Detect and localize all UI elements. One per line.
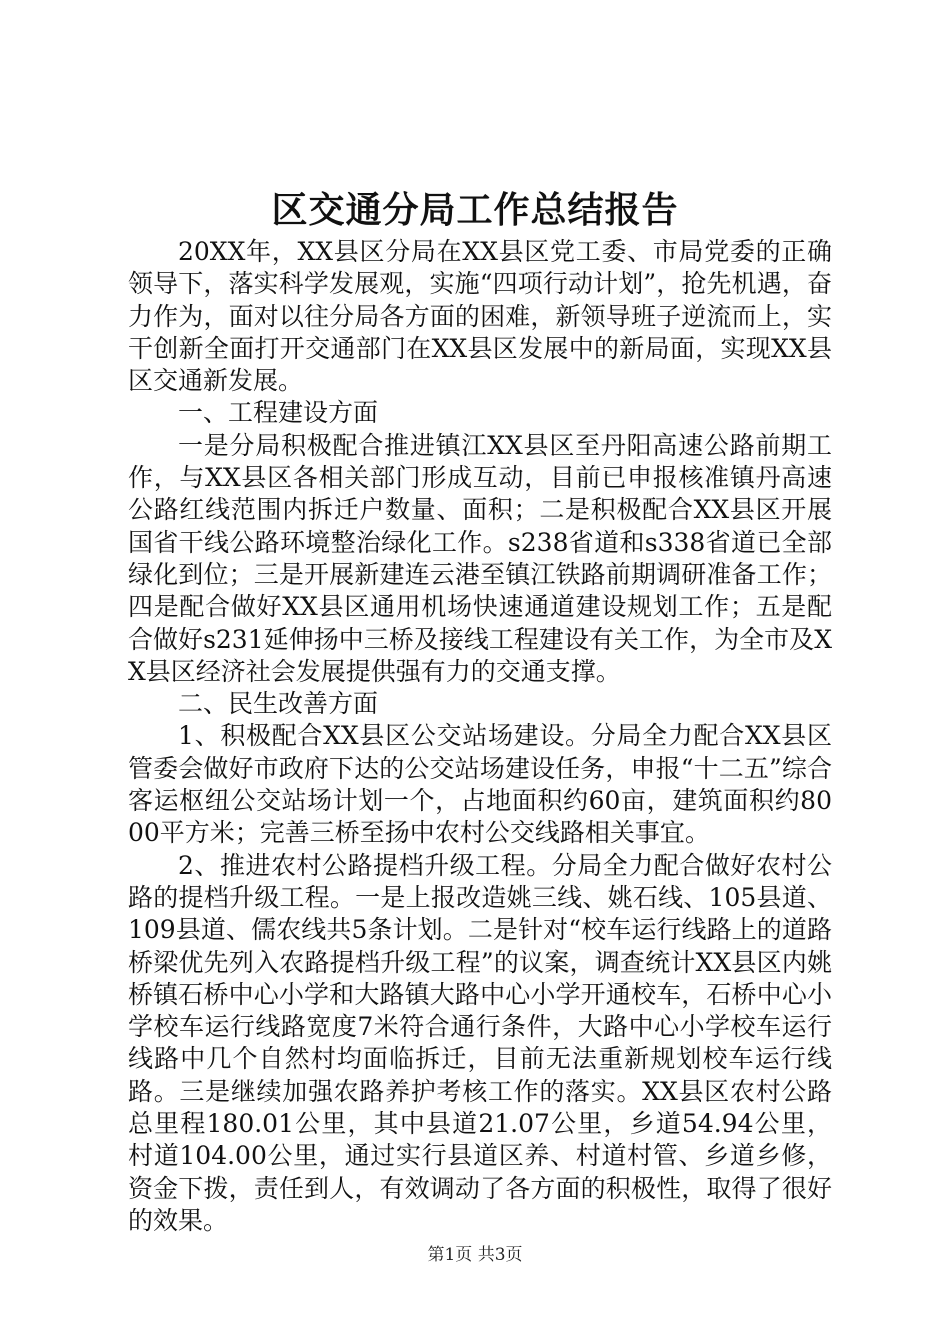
page-footer: 第1页 共3页 <box>427 1245 523 1265</box>
intro-paragraph: 20XX年，XX县区分局在XX县区党工委、市局党委的正确领导下，落实科学发展观，实施“四项行动计划”，抢先机遇，奋力作为，面对以往分局各方面的困难，新领导班子逆流而上，实干创新全面打开交通部门在XX县区发展中的新局面，实现XX县区交通新发展。 <box>128 237 832 396</box>
section-body-engineering: 一是分局积极配合推进镇江XX县区至丹阳高速公路前期工作，与XX县区各相关部门形成互动，目前已申报核准镇丹高速公路红线范围内拆迁户数量、面积；二是积极配合XX县区开展国省干线公路环境整治绿化工作。s238省道和s338省道已全部绿化到位；三是开展新建连云港至镇江铁路前期调研准备工作；四是配合做好XX县区通用机场快速通道建设规划工作；五是配合做好s231延伸扬中三桥及接线工程建设有关工作，为全市及XX县区经济社会发展提供强有力的交通支撑。 <box>128 430 832 686</box>
livelihood-item-rural-roads: 2、推进农村公路提档升级工程。分局全力配合做好农村公路的提档升级工程。一是上报改造姚三线、姚石线、105县道、109县道、儒农线共5条计划。二是针对“校车运行线路上的道路桥梁优先列入农路提档升级工程”的议案，调查统计XX县区内姚桥镇石桥中心小学和大路镇大路中心小学开通校车，石桥中心小学校车运行线路宽度7米符合通行条件，大路中心小学校车运行线路中几个自然村均面临拆迁，目前无法重新规划校车运行线路。三是继续加强农路养护考核工作的落实。XX县区农村公路总里程180.01公里，其中县道21.07公里，乡道54.94公里，村道104.00公里，通过实行县道区养、村道村管、乡道乡修，资金下拨，责任到人，有效调动了各方面的积极性，取得了很好的效果。 <box>128 850 832 1235</box>
section-heading-engineering: 一、工程建设方面 <box>178 398 379 428</box>
section-heading-livelihood: 二、民生改善方面 <box>178 689 379 719</box>
livelihood-item-bus-station: 1、积极配合XX县区公交站场建设。分局全力配合XX县区管委会做好市政府下达的公交站场建设任务，申报“十二五”综合客运枢纽公交站场计划一个，占地面积约60亩，建筑面积约8000平方米；完善三桥至扬中农村公交线路相关事宜。 <box>128 721 832 848</box>
document-body <box>128 236 832 1237</box>
document-title: 区交通分局工作总结报告 <box>271 189 679 231</box>
